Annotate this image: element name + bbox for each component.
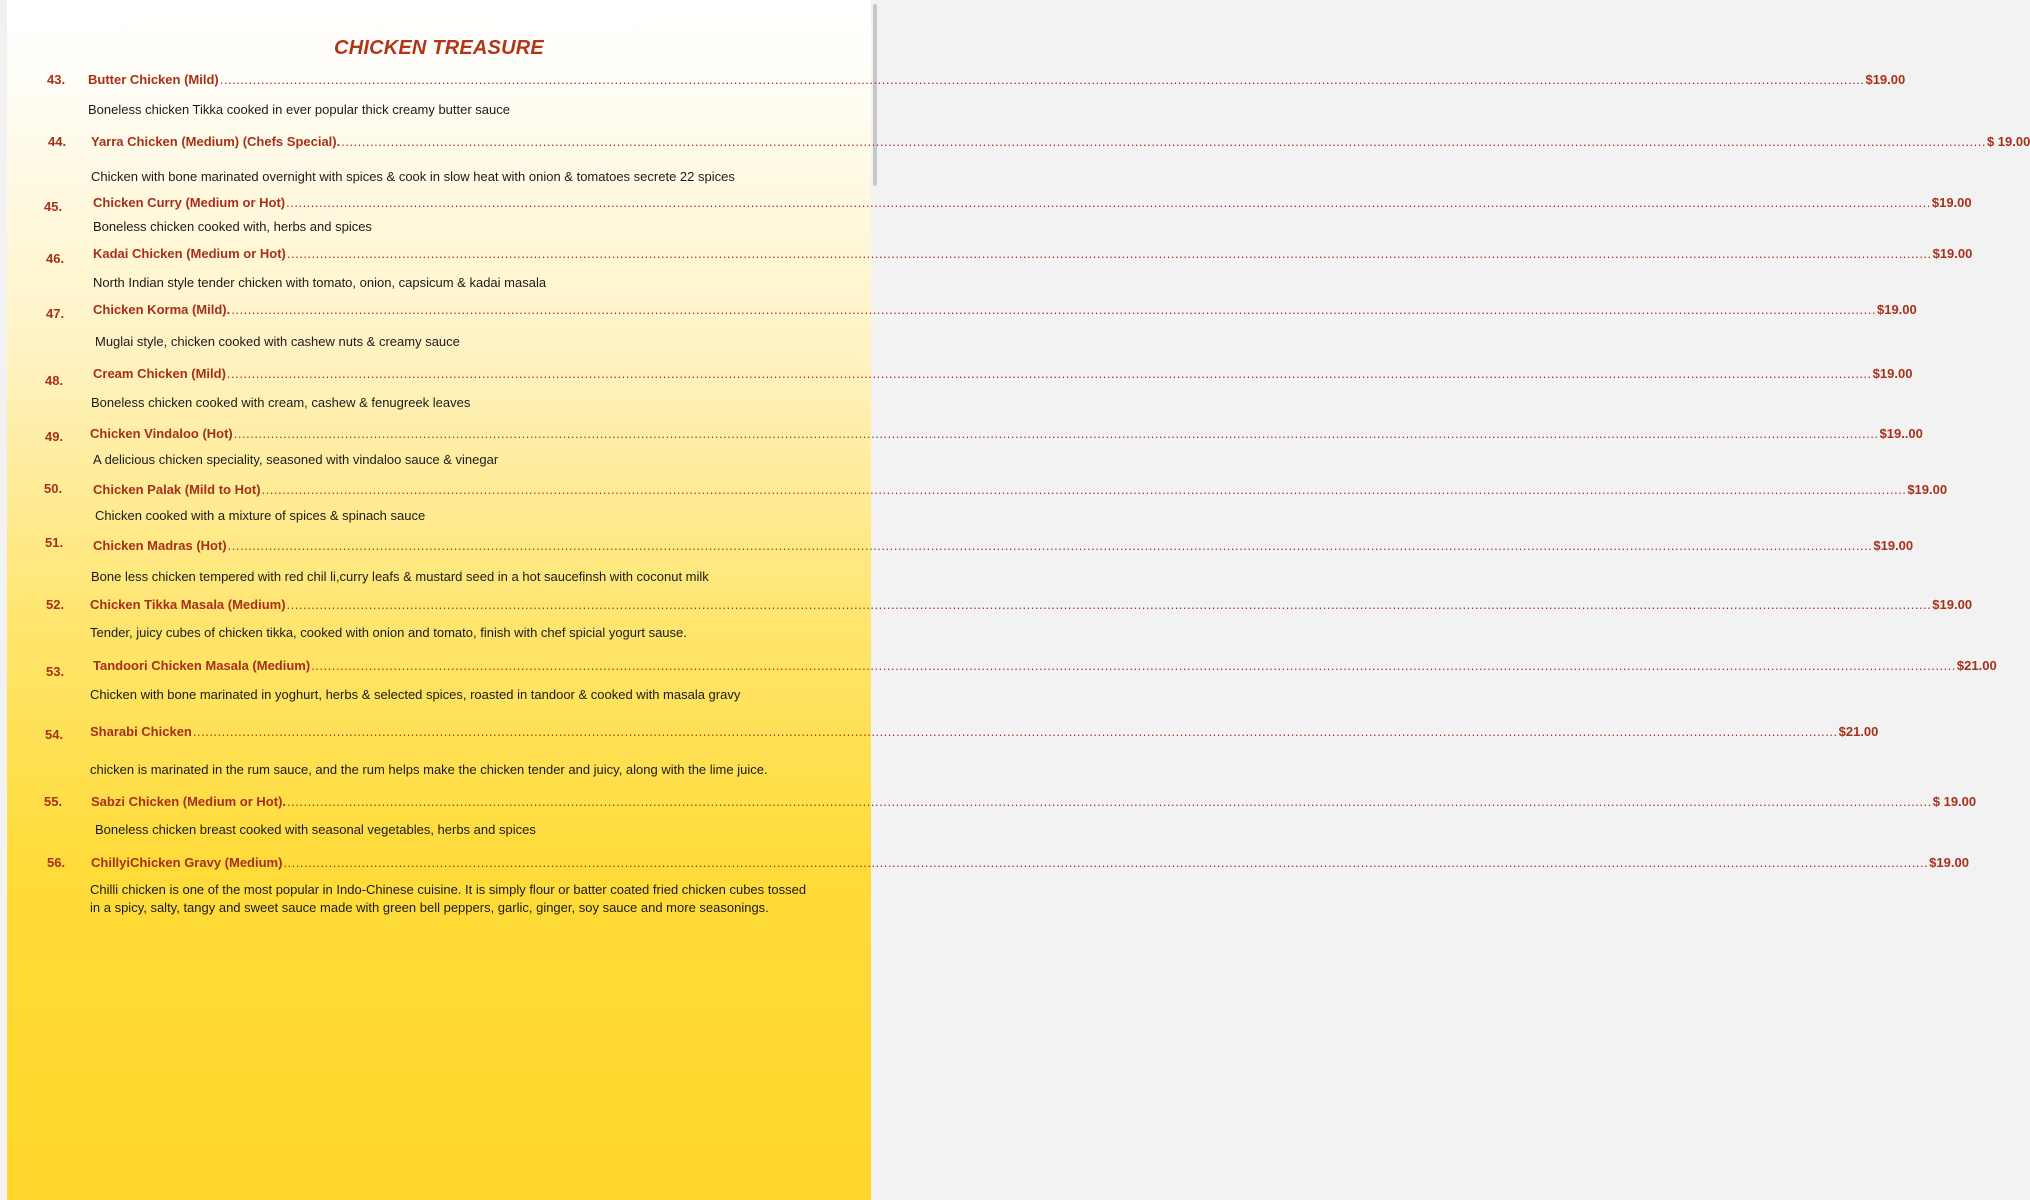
menu-item-row [93, 195, 1972, 210]
item-name: Sabzi Chicken (Medium or Hot). [91, 794, 287, 809]
item-description: chicken is marinated in the rum sauce, and the rum helps make the chicken tender and juicy, along with the lime juice. [90, 762, 768, 777]
item-name: Chicken Madras (Hot) [93, 538, 227, 553]
menu-item-row [93, 246, 1973, 261]
dot-leader: ................................................................................................................................................................................................................................................................................................................................................................................................................ [192, 724, 1838, 739]
item-price: $19.00 [1907, 482, 1948, 497]
item-description: A delicious chicken speciality, seasoned with vindaloo sauce & vinegar [93, 452, 499, 467]
dot-leader: ................................................................................................................................................................................................................................................................................................................................................................................................................ [286, 597, 1932, 612]
menu-item-row [93, 302, 1917, 317]
item-name: Cream Chicken (Mild) [93, 366, 226, 381]
item-description: Chicken with bone marinated overnight with spices & cook in slow heat with onion & tomatoes secrete 22 spices [91, 169, 735, 184]
item-name: Chicken Tikka Masala (Medium) [90, 597, 286, 612]
item-name: Butter Chicken (Mild) [88, 72, 219, 87]
item-price: $19.00 [1873, 538, 1914, 553]
item-price: $19.00 [1932, 246, 1973, 261]
item-name: Kadai Chicken (Medium or Hot) [93, 246, 286, 261]
item-price: $19.00 [1876, 302, 1917, 317]
menu-item-row [90, 724, 1879, 739]
item-name: Chicken Curry (Medium or Hot) [93, 195, 286, 210]
menu-item-row [90, 426, 1923, 441]
item-description: Bone less chicken tempered with red chil li,curry leafs & mustard seed in a hot saucefinsh with coconut milk [91, 569, 709, 584]
item-price: $21.00 [1956, 658, 1997, 673]
item-number: 45. [44, 199, 63, 214]
item-number: 52. [46, 597, 65, 612]
item-description: Boneless chicken cooked with cream, cashew & fenugreek leaves [91, 395, 471, 410]
item-price: $19..00 [1879, 426, 1923, 441]
item-price: $19.00 [1932, 597, 1973, 612]
item-number: 43. [47, 72, 66, 87]
item-price: $ 19.00 [1932, 794, 1977, 809]
item-description: Boneless chicken breast cooked with seasonal vegetables, herbs and spices [95, 822, 536, 837]
item-description: Chilli chicken is one of the most popular in Indo-Chinese cuisine. It is simply flour or batter coated fried chicken cubes tossed in a spicy, salty, tangy and sweet sauce made with green bell peppers, garlic, ginger, soy sauce and more seasonings. [90, 882, 807, 915]
item-name: Chicken Vindaloo (Hot) [90, 426, 233, 441]
item-number: 53. [46, 664, 65, 679]
dot-leader: ................................................................................................................................................................................................................................................................................................................................................................................................................ [286, 246, 1932, 261]
dot-leader: ................................................................................................................................................................................................................................................................................................................................................................................................................ [231, 302, 1876, 317]
item-number: 46. [46, 251, 65, 266]
item-price: $19.00 [1931, 195, 1972, 210]
item-name: Tandoori Chicken Masala (Medium) [93, 658, 311, 673]
menu-item-row [90, 597, 1973, 612]
menu-item-row [91, 794, 1977, 809]
dot-leader: ................................................................................................................................................................................................................................................................................................................................................................................................................ [286, 195, 1931, 210]
dot-leader: ................................................................................................................................................................................................................................................................................................................................................................................................................ [219, 72, 1865, 87]
item-name: Chicken Korma (Mild). [93, 302, 231, 317]
item-price: $ 19.00 [1986, 134, 2030, 149]
item-description: Chicken with bone marinated in yoghurt, herbs & selected spices, roasted in tandoor & cooked with masala gravy [90, 687, 741, 702]
item-price: $21.00 [1838, 724, 1879, 739]
item-number: 50. [44, 481, 63, 496]
item-number: 47. [46, 306, 65, 321]
menu-item-row [93, 538, 1914, 553]
dot-leader: ................................................................................................................................................................................................................................................................................................................................................................................................................ [311, 658, 1956, 673]
item-description: North Indian style tender chicken with tomato, onion, capsicum & kadai masala [93, 275, 547, 290]
item-price: $19.00 [1929, 855, 1969, 870]
dot-leader: ................................................................................................................................................................................................................................................................................................................................................................................................................ [226, 366, 1872, 381]
item-number: 49. [45, 429, 64, 444]
menu-item-row [93, 482, 1948, 497]
item-name: ChillyiChicken Gravy (Medium) [91, 855, 283, 870]
scrollbar-thumb[interactable] [873, 4, 877, 186]
dot-leader: ................................................................................................................................................................................................................................................................................................................................................................................................................ [227, 538, 1873, 553]
dot-leader: ................................................................................................................................................................................................................................................................................................................................................................................................................ [233, 426, 1879, 441]
item-name: Chicken Palak (Mild to Hot) [93, 482, 261, 497]
item-number: 54. [45, 727, 64, 742]
dot-leader: ................................................................................................................................................................................................................................................................................................................................................................................................................ [283, 855, 1929, 870]
item-price: $19.00 [1872, 366, 1913, 381]
menu-item-row [91, 855, 1969, 870]
item-number: 51. [45, 535, 64, 550]
page-title: CHICKEN TREASURE [334, 37, 544, 59]
item-number: 56. [47, 855, 66, 870]
item-price: $19.00 [1865, 72, 1906, 87]
item-description: Muglai style, chicken cooked with cashew nuts & creamy sauce [95, 334, 460, 349]
dot-leader: ................................................................................................................................................................................................................................................................................................................................................................................................................ [261, 482, 1907, 497]
item-description: Boneless chicken cooked with, herbs and spices [93, 219, 372, 234]
item-description: Chicken cooked with a mixture of spices & spinach sauce [95, 508, 426, 523]
item-name: Yarra Chicken (Medium) (Chefs Special). [91, 134, 341, 149]
dot-leader: ................................................................................................................................................................................................................................................................................................................................................................................................................ [287, 794, 1932, 809]
menu-item-row [93, 366, 1913, 381]
dot-leader: ................................................................................................................................................................................................................................................................................................................................................................................................................ [341, 134, 1986, 149]
menu-item-row [88, 72, 1906, 87]
item-description: Tender, juicy cubes of chicken tikka, cooked with onion and tomato, finish with chef spicial yogurt sause. [90, 625, 687, 640]
item-description: Boneless chicken Tikka cooked in ever popular thick creamy butter sauce [88, 102, 510, 117]
item-number: 48. [45, 373, 64, 388]
item-number: 55. [44, 794, 63, 809]
item-number: 44. [48, 134, 67, 149]
item-name: Sharabi Chicken [90, 724, 192, 739]
menu-item-row [93, 658, 1997, 673]
menu-item-row [91, 134, 2030, 149]
